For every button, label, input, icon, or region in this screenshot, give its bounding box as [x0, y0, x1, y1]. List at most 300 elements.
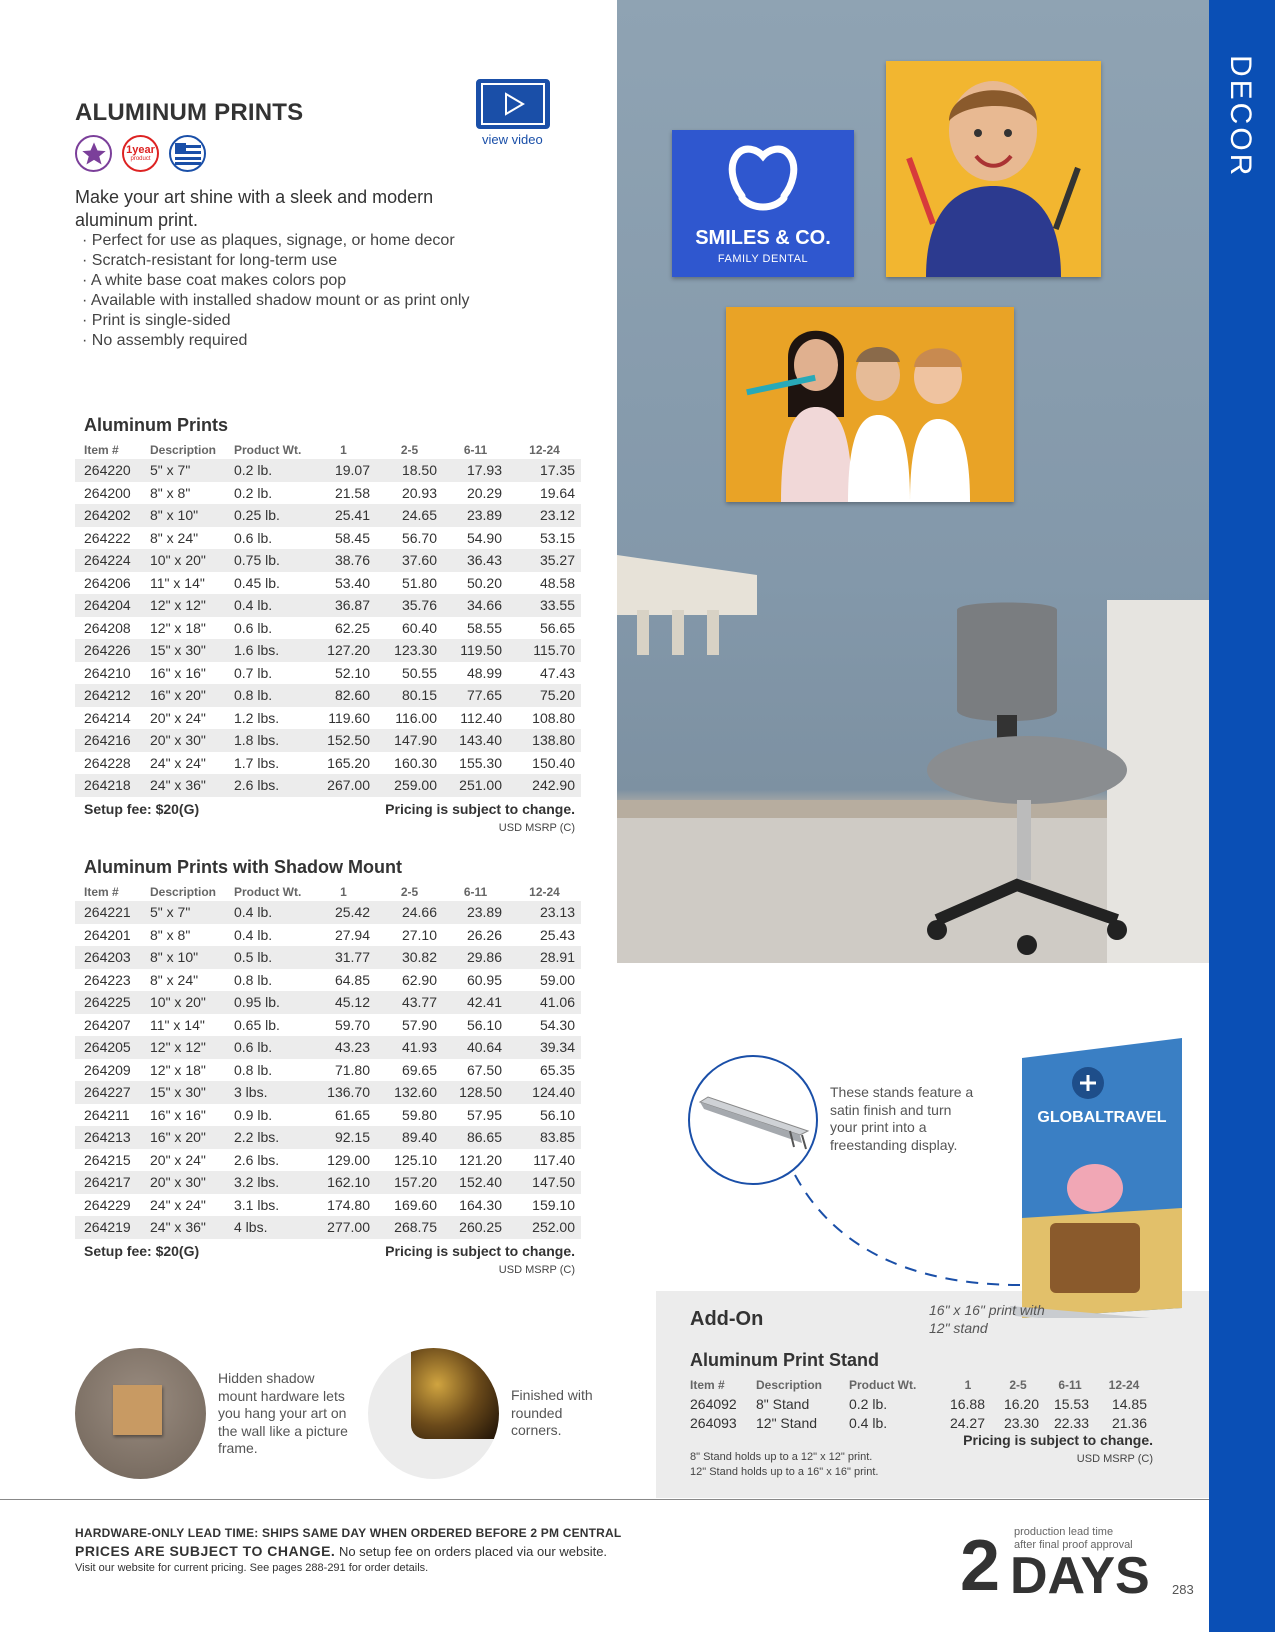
- stand-table-title: Aluminum Print Stand: [690, 1350, 879, 1370]
- table-cell: 264215: [84, 1151, 131, 1168]
- table-cell: 59.80: [401, 1106, 437, 1123]
- table-cell: 116.00: [395, 709, 437, 726]
- table-cell: 61.65: [334, 1106, 370, 1123]
- table-cell: 25.43: [539, 926, 575, 943]
- table-cell: 25.42: [311, 901, 376, 924]
- col-header: 2-5: [1009, 1377, 1027, 1392]
- table-cell: 20" x 30": [141, 729, 225, 752]
- table-cell: 31.77: [311, 946, 376, 969]
- table-cell: 264203: [75, 946, 141, 969]
- table-cell: 30.82: [376, 946, 443, 969]
- table-cell: 124.40: [508, 1081, 581, 1104]
- page-title: ALUMINUM PRINTS: [75, 99, 304, 126]
- table-cell: 0.2 lb.: [234, 484, 273, 501]
- table-cell: 59.70: [334, 1016, 370, 1033]
- shadow-caption: Hidden shadow mount hardware lets you hang your art on the wall like a picture frame.: [218, 1370, 348, 1456]
- table-cell: 264229: [84, 1196, 131, 1213]
- usa-flag-badge-icon: [169, 135, 206, 172]
- table-row: [75, 662, 581, 685]
- table-cell: 50.20: [466, 574, 502, 591]
- table-cell: 3.2 lbs.: [225, 1171, 311, 1194]
- table-cell: 41.93: [376, 1036, 443, 1059]
- table-cell: 264202: [75, 504, 141, 527]
- table-cell: 0.7 lb.: [234, 664, 273, 681]
- feature-item: · Print is single-sided: [82, 312, 231, 329]
- table-cell: 22.33: [1053, 1414, 1089, 1431]
- table-cell: 20.93: [401, 484, 437, 501]
- standing-print: [1010, 1038, 1182, 1318]
- stand-notes: [690, 1450, 878, 1480]
- table-cell: 119.50: [443, 639, 508, 662]
- table-cell: 264201: [84, 926, 131, 943]
- boy-print: [886, 61, 1101, 277]
- table-cell: 45.12: [311, 991, 376, 1014]
- table-cell: 23.89: [443, 504, 508, 527]
- table-cell: 24" x 24": [150, 754, 206, 771]
- table-row: [75, 707, 581, 730]
- dental-unit: [617, 555, 757, 655]
- feature-item: · Perfect for use as plaques, signage, or home decor: [82, 232, 455, 249]
- table-row: [75, 1216, 581, 1239]
- col-header: Product Wt.: [234, 884, 302, 899]
- shadow-mount-photo: [75, 1348, 206, 1479]
- table-cell: 62.25: [334, 619, 370, 636]
- table-cell: 264227: [75, 1081, 141, 1104]
- table-cell: 20" x 30": [141, 1171, 225, 1194]
- table-cell: 10" x 20": [141, 991, 225, 1014]
- table-title: Aluminum Prints with Shadow Mount: [84, 857, 402, 877]
- table-cell: 27.10: [401, 926, 437, 943]
- table-cell: 2.6 lbs.: [234, 1151, 280, 1168]
- table-cell: 147.90: [376, 729, 443, 752]
- visit-note: Visit our website for current pricing. See pages 288-291 for order details.: [75, 1562, 429, 1574]
- table-row: [75, 1104, 581, 1127]
- table-cell: 12" x 18": [150, 619, 206, 636]
- col-header: 12-24: [529, 884, 560, 899]
- kids-print: [726, 307, 1014, 502]
- table-cell: 58.55: [466, 619, 502, 636]
- table-cell: 60.40: [401, 619, 437, 636]
- table-cell: 82.60: [311, 684, 376, 707]
- table-cell: 152.50: [311, 729, 376, 752]
- table-row: [75, 572, 581, 595]
- table-row: [75, 946, 581, 969]
- table-cell: 4 lbs.: [225, 1216, 311, 1239]
- table-cell: 24" x 24": [150, 1196, 206, 1213]
- hardware-lead-time: HARDWARE-ONLY LEAD TIME: SHIPS SAME DAY WHEN ORDERED BEFORE 2 PM CENTRAL: [75, 1526, 622, 1540]
- table-cell: 277.00: [311, 1216, 376, 1239]
- table-cell: 60.95: [466, 971, 502, 988]
- corner-caption: Finished with rounded corners.: [511, 1387, 593, 1438]
- table-cell: 0.8 lb.: [225, 684, 311, 707]
- table-cell: 164.30: [459, 1196, 502, 1213]
- table-row: [75, 1081, 581, 1104]
- table-cell: 251.00: [443, 774, 508, 797]
- table-row: [75, 639, 581, 662]
- smiles-brand: SMILES & CO.: [695, 227, 831, 249]
- feature-item: · No assembly required: [82, 332, 248, 349]
- table-cell: 264213: [75, 1126, 141, 1149]
- boy-illustration: [886, 61, 1101, 277]
- table-cell: 264228: [84, 754, 131, 771]
- table-cell: 143.40: [443, 729, 508, 752]
- play-icon: [478, 81, 548, 127]
- table-cell: 41.06: [508, 991, 581, 1014]
- table-cell: 169.60: [394, 1196, 437, 1213]
- feature-item: · A white base coat makes colors pop: [82, 272, 347, 289]
- pricing-note: Pricing is subject to change.: [385, 800, 575, 817]
- table-cell: 15.53: [1053, 1395, 1089, 1412]
- table-cell: 108.80: [532, 709, 575, 726]
- table-cell: 0.5 lb.: [225, 946, 311, 969]
- table-cell: 8" x 24": [150, 529, 199, 546]
- table-cell: 264223: [84, 971, 131, 988]
- table-cell: 27.94: [334, 926, 370, 943]
- table-row: [75, 504, 581, 527]
- table-cell: 8" x 10": [141, 946, 225, 969]
- travel-brand: GLOBALTRAVEL: [1037, 1109, 1167, 1126]
- table-cell: 17.35: [508, 459, 581, 482]
- col-header: Item #: [84, 884, 119, 899]
- table-cell: 264224: [75, 549, 141, 572]
- table-row: [75, 752, 581, 775]
- view-video-button[interactable]: [476, 79, 550, 129]
- table-cell: 260.25: [443, 1216, 508, 1239]
- table-cell: 36.43: [443, 549, 508, 572]
- table-row: [75, 459, 581, 482]
- star-badge-icon: [75, 135, 112, 172]
- table-cell: 119.60: [328, 709, 370, 726]
- table-cell: 121.20: [459, 1151, 502, 1168]
- table-cell: 35.76: [376, 594, 443, 617]
- col-header: 12-24: [1108, 1377, 1140, 1392]
- table-cell: 115.70: [508, 639, 581, 662]
- table-row: [75, 1171, 581, 1194]
- view-video-link[interactable]: view video: [482, 132, 543, 147]
- table-cell: 71.80: [334, 1061, 370, 1078]
- table-cell: 23.12: [508, 504, 581, 527]
- table-cell: 0.4 lb.: [849, 1414, 888, 1431]
- table-cell: 92.15: [311, 1126, 376, 1149]
- table-row: [75, 1014, 581, 1037]
- table-cell: 174.80: [327, 1196, 370, 1213]
- table-cell: 54.90: [466, 529, 502, 546]
- table-cell: 57.90: [401, 1016, 437, 1033]
- table-cell: 8" x 24": [150, 971, 199, 988]
- table-cell: 123.30: [376, 639, 443, 662]
- shadow-mount-table: [75, 857, 581, 1276]
- table-cell: 21.58: [334, 484, 370, 501]
- table-cell: 117.40: [533, 1151, 575, 1168]
- smiles-print: [672, 130, 854, 277]
- stool: [917, 600, 1157, 960]
- table-cell: 20" x 24": [150, 1151, 206, 1168]
- table-cell: 0.4 lb.: [234, 926, 273, 943]
- table-cell: 57.95: [466, 1106, 502, 1123]
- stand-detail-photo: [688, 1055, 818, 1185]
- stand-pricing-note: Pricing is subject to change.: [963, 1432, 1153, 1448]
- col-header: 12-24: [529, 442, 560, 457]
- table-cell: 138.80: [508, 729, 581, 752]
- table-cell: 8" x 8": [150, 484, 191, 501]
- table-cell: 37.60: [376, 549, 443, 572]
- table-cell: 89.40: [376, 1126, 443, 1149]
- mount-plate: [113, 1385, 162, 1435]
- kids-illustration: [726, 307, 1014, 502]
- table-cell: 16.88: [949, 1395, 985, 1412]
- table-row: [690, 1413, 1153, 1432]
- table-cell: 20.29: [466, 484, 502, 501]
- stand-msrp: USD MSRP (C): [1076, 1453, 1153, 1465]
- stand-print-caption: 16" x 16" print with 12" stand: [929, 1302, 1045, 1336]
- table-cell: 69.65: [401, 1061, 437, 1078]
- table-cell: 259.00: [376, 774, 443, 797]
- table-cell: 165.20: [327, 754, 370, 771]
- table-cell: 125.10: [394, 1151, 437, 1168]
- table-cell: 15" x 30": [141, 639, 225, 662]
- stand-note: 12" Stand holds up to a 16" x 16" print.: [690, 1466, 879, 1478]
- table-cell: 36.87: [311, 594, 376, 617]
- table-cell: 264220: [75, 459, 141, 482]
- col-header: Description: [756, 1377, 823, 1392]
- table-row: [75, 924, 581, 947]
- table-cell: 0.8 lb.: [234, 1061, 273, 1078]
- table-cell: 264226: [75, 639, 141, 662]
- table-cell: 264221: [75, 901, 141, 924]
- table-cell: 11" x 14": [150, 574, 205, 591]
- col-header: 1: [964, 1377, 972, 1392]
- table-cell: 0.65 lb.: [234, 1016, 280, 1033]
- table-cell: 75.20: [508, 684, 581, 707]
- table-cell: 16" x 16": [150, 664, 206, 681]
- table-cell: 48.99: [466, 664, 502, 681]
- table-row: [75, 1149, 581, 1172]
- col-header: 1: [340, 442, 347, 457]
- table-title: Aluminum Prints: [84, 415, 229, 435]
- setup-fee: Setup fee: $20(G): [84, 1242, 200, 1259]
- table-cell: 34.66: [443, 594, 508, 617]
- aluminum-prints-table: [75, 415, 581, 834]
- table-cell: 264207: [84, 1016, 131, 1033]
- table-row: [75, 1194, 581, 1217]
- table-cell: 0.6 lb.: [234, 529, 273, 546]
- table-cell: 2.6 lbs.: [225, 774, 311, 797]
- intro-text: Make your art shine with a sleek and modern aluminum print.: [75, 187, 434, 230]
- col-header: Product Wt.: [849, 1377, 917, 1392]
- table-cell: 80.15: [376, 684, 443, 707]
- msrp-note: USD MSRP (C): [498, 1263, 575, 1276]
- table-cell: 264093: [690, 1414, 737, 1431]
- table-cell: 59.00: [539, 971, 575, 988]
- table-cell: 155.30: [459, 754, 502, 771]
- table-cell: 18.50: [376, 459, 443, 482]
- table-cell: 23.13: [508, 901, 581, 924]
- table-cell: 0.75 lb.: [225, 549, 311, 572]
- table-cell: 35.27: [508, 549, 581, 572]
- table-cell: 56.65: [539, 619, 575, 636]
- table-cell: 8" x 8": [150, 926, 191, 943]
- prices-notice: [75, 1543, 607, 1559]
- table-cell: 264222: [84, 529, 131, 546]
- stand-note: 8" Stand holds up to a 12" x 12" print.: [690, 1451, 873, 1463]
- table-cell: 11" x 14": [150, 1016, 205, 1033]
- table-cell: 1.6 lbs.: [225, 639, 311, 662]
- table-cell: 0.2 lb.: [225, 459, 311, 482]
- col-header: Description: [150, 884, 217, 899]
- prices-rest: No setup fee on orders placed via our website.: [335, 1544, 608, 1559]
- table-cell: 26.26: [466, 926, 502, 943]
- table-row: [75, 594, 581, 617]
- table-cell: 24" x 36": [141, 774, 225, 797]
- table-cell: 129.00: [327, 1151, 370, 1168]
- one-year-badge-icon: 1year product: [122, 135, 159, 172]
- page-number: 283: [1172, 1582, 1194, 1597]
- table-cell: 264219: [75, 1216, 141, 1239]
- table-cell: 162.10: [311, 1171, 376, 1194]
- table-cell: 264208: [84, 619, 131, 636]
- table-cell: 128.50: [443, 1081, 508, 1104]
- table-row: [75, 527, 581, 550]
- table-cell: 58.45: [334, 529, 370, 546]
- table-cell: 1.2 lbs.: [234, 709, 280, 726]
- feature-item: · Available with installed shadow mount or as print only: [82, 292, 470, 309]
- table-cell: 10" x 20": [141, 549, 225, 572]
- table-cell: 48.58: [539, 574, 575, 591]
- callout-dash-line: [790, 1170, 1030, 1300]
- col-header: 2-5: [400, 442, 419, 457]
- table-cell: 1.8 lbs.: [225, 729, 311, 752]
- table-cell: 152.40: [443, 1171, 508, 1194]
- table-cell: 267.00: [311, 774, 376, 797]
- table-cell: 264206: [84, 574, 131, 591]
- table-cell: 17.93: [443, 459, 508, 482]
- table-cell: 8" x 10": [141, 504, 225, 527]
- table-cell: 1.7 lbs.: [234, 754, 280, 771]
- pricing-note: Pricing is subject to change.: [385, 1242, 575, 1259]
- table-cell: 3.1 lbs.: [234, 1196, 280, 1213]
- table-row: [75, 969, 581, 992]
- table-cell: 24.66: [376, 901, 443, 924]
- table-cell: 150.40: [532, 754, 575, 771]
- feature-list: [82, 231, 469, 351]
- table-row: [75, 901, 581, 924]
- col-header: 6-11: [463, 442, 488, 457]
- col-header: Item #: [690, 1377, 725, 1392]
- table-cell: 19.07: [311, 459, 376, 482]
- table-row: [75, 549, 581, 572]
- table-cell: 159.10: [532, 1196, 575, 1213]
- table-cell: 83.85: [508, 1126, 581, 1149]
- table-cell: 0.2 lb.: [849, 1395, 888, 1412]
- table-cell: 16" x 20": [141, 1126, 225, 1149]
- table-cell: 54.30: [539, 1016, 575, 1033]
- msrp-note: USD MSRP (C): [498, 821, 575, 834]
- table-row: [690, 1394, 1153, 1413]
- table-cell: 0.25 lb.: [225, 504, 311, 527]
- table-cell: 77.65: [443, 684, 508, 707]
- table-row: [75, 774, 581, 797]
- table-cell: 15" x 30": [141, 1081, 225, 1104]
- table-cell: 12" x 12": [141, 594, 225, 617]
- table-cell: 0.8 lb.: [234, 971, 273, 988]
- stand-bracket-icon: [690, 1057, 816, 1183]
- hero-photo: [617, 0, 1209, 963]
- section-tab-label: DECOR: [1224, 55, 1257, 179]
- table-cell: 16" x 16": [150, 1106, 206, 1123]
- col-header: 2-5: [400, 884, 419, 899]
- table-cell: 264209: [84, 1061, 131, 1078]
- table-cell: 20" x 24": [150, 709, 206, 726]
- feature-item: · Scratch-resistant for long-term use: [82, 252, 338, 269]
- table-cell: 24.27: [949, 1414, 985, 1431]
- table-cell: 29.86: [443, 946, 508, 969]
- table-cell: 264200: [84, 484, 131, 501]
- table-cell: 43.23: [311, 1036, 376, 1059]
- table-row: [75, 729, 581, 752]
- table-cell: 24.65: [376, 504, 443, 527]
- table-cell: 5" x 7": [141, 459, 225, 482]
- table-row: [75, 482, 581, 505]
- table-cell: 65.35: [539, 1061, 575, 1078]
- table-cell: 42.41: [443, 991, 508, 1014]
- table-row: [75, 684, 581, 707]
- table-cell: 33.55: [508, 594, 581, 617]
- table-cell: 25.41: [311, 504, 376, 527]
- table-row: [75, 1036, 581, 1059]
- lead-days-word: DAYS: [1010, 1547, 1150, 1605]
- table-cell: 5" x 7": [141, 901, 225, 924]
- table-cell: 62.90: [401, 971, 437, 988]
- table-cell: 264212: [75, 684, 141, 707]
- table-cell: 23.89: [443, 901, 508, 924]
- table-cell: 132.60: [376, 1081, 443, 1104]
- table-cell: 12" x 18": [150, 1061, 206, 1078]
- table-row: [75, 991, 581, 1014]
- table-cell: 19.64: [539, 484, 575, 501]
- table-cell: 16.20: [1003, 1395, 1039, 1412]
- section-tab: [1209, 0, 1275, 1632]
- table-cell: 264205: [75, 1036, 141, 1059]
- table-cell: 112.40: [460, 709, 502, 726]
- table-cell: 252.00: [508, 1216, 581, 1239]
- tooth-logo-icon: [722, 144, 804, 216]
- table-cell: 52.10: [334, 664, 370, 681]
- table-cell: 0.6 lb.: [234, 619, 273, 636]
- col-header: 1: [340, 884, 347, 899]
- table-cell: 67.50: [466, 1061, 502, 1078]
- table-cell: 56.70: [401, 529, 437, 546]
- table-cell: 264217: [75, 1171, 141, 1194]
- table-cell: 264216: [75, 729, 141, 752]
- rounded-corner-photo: [368, 1348, 499, 1479]
- table-cell: 264204: [75, 594, 141, 617]
- table-cell: 86.65: [443, 1126, 508, 1149]
- table-cell: 268.75: [376, 1216, 443, 1239]
- table-cell: 12" Stand: [756, 1414, 818, 1431]
- table-cell: 0.4 lb.: [225, 901, 311, 924]
- production-lead-label: production lead time after final proof approval: [1014, 1526, 1133, 1551]
- table-cell: 16" x 20": [141, 684, 225, 707]
- table-cell: 0.95 lb.: [225, 991, 311, 1014]
- table-cell: 12" x 12": [141, 1036, 225, 1059]
- table-cell: 0.9 lb.: [234, 1106, 273, 1123]
- col-header: Item #: [84, 442, 119, 457]
- table-cell: 264225: [75, 991, 141, 1014]
- addon-label: Add-On: [690, 1308, 764, 1330]
- table-cell: 0.4 lb.: [225, 594, 311, 617]
- table-cell: 0.6 lb.: [225, 1036, 311, 1059]
- prices-bold: PRICES ARE SUBJECT TO CHANGE.: [75, 1543, 336, 1559]
